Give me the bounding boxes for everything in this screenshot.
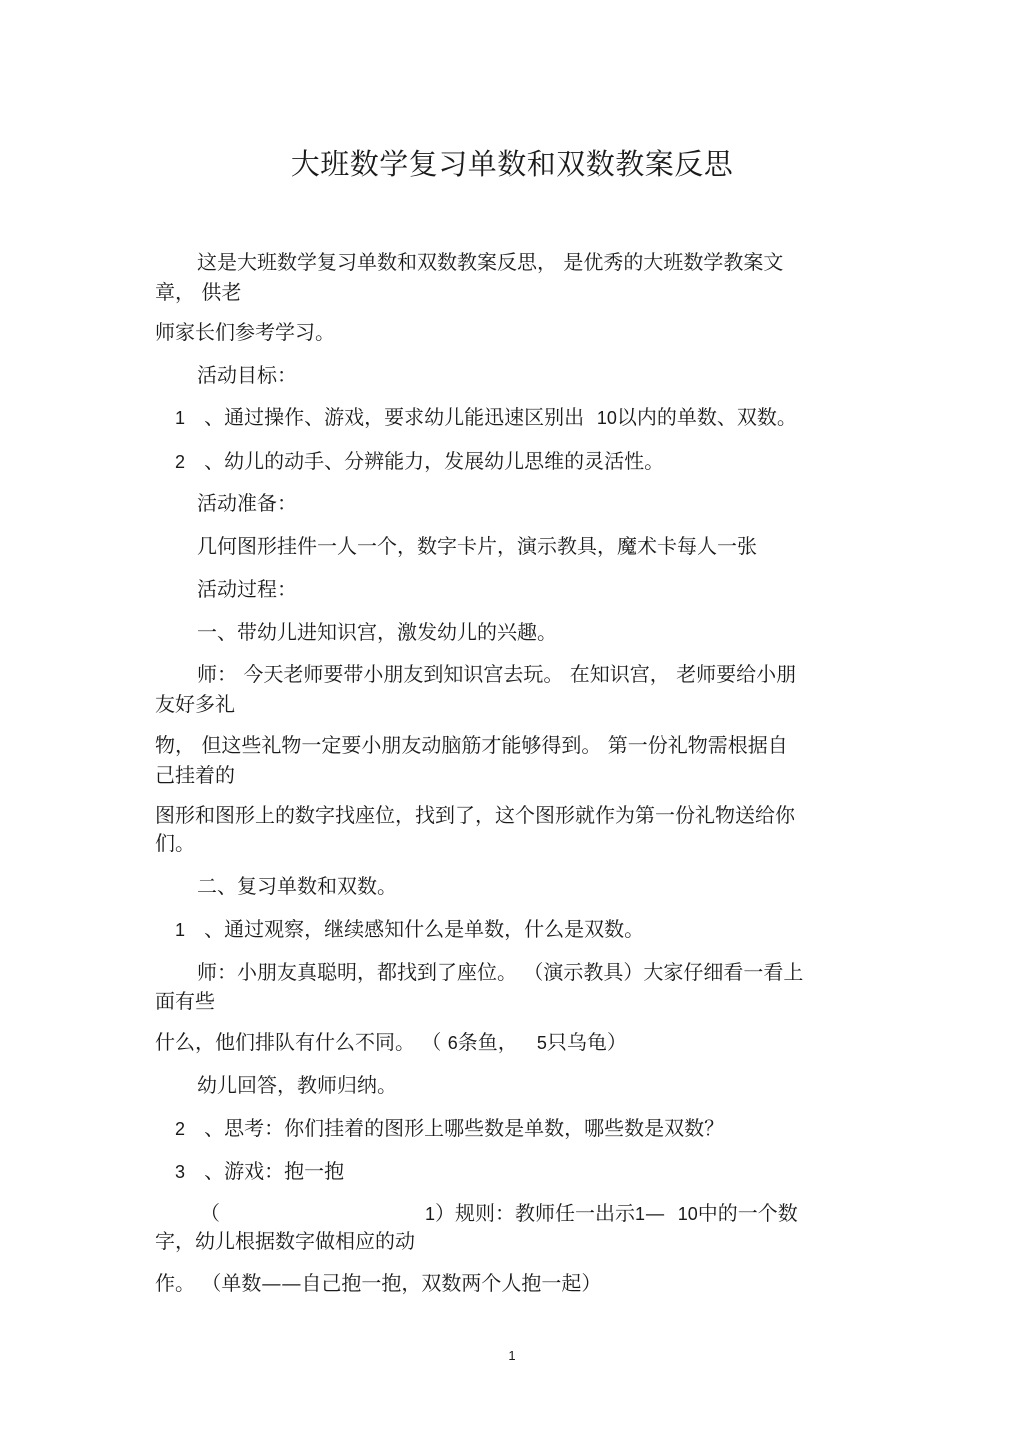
paragraph-teacher-line-2: 友好多礼 bbox=[155, 692, 235, 716]
step-text: 、通过观察，继续感知什么是单数，什么是双数。 bbox=[204, 917, 645, 941]
number-six: 6 bbox=[447, 1033, 458, 1053]
objective-item-2 bbox=[175, 449, 664, 474]
paragraph-observe-line-2: 面有些 bbox=[155, 989, 215, 1013]
section-heading-preparation: 活动准备： bbox=[197, 491, 297, 515]
objective-text: 、通过操作、游戏，要求幼儿能迅速区别出 bbox=[204, 405, 585, 429]
paragraph-observe-line-3 bbox=[155, 1030, 627, 1055]
rule-open-paren: （ bbox=[200, 1201, 220, 1225]
step-text: 、游戏：抱一抱 bbox=[204, 1159, 345, 1183]
rule-line-2: 字，幼儿根据数字做相应的动 bbox=[155, 1229, 415, 1253]
paragraph-teacher-line-3: 物， 但这些礼物一定要小朋友动脑筋才能够得到。 第一份礼物需根据自 bbox=[155, 733, 788, 757]
range-end: 10 bbox=[677, 1204, 698, 1224]
step-2-item-2 bbox=[175, 1116, 724, 1141]
paragraph-observe-line-1: 师：小朋友真聪明，都找到了座位。 （演示教具）大家仔细看一看上 bbox=[197, 960, 804, 984]
rule-line-1 bbox=[200, 1201, 798, 1226]
objective-text-tail: 以内的单数、双数。 bbox=[616, 405, 797, 429]
number-ten: 10 bbox=[596, 408, 617, 428]
objective-item-1 bbox=[175, 405, 797, 430]
preparation-text: 几何图形挂件一人一个，数字卡片，演示教具，魔术卡每人一张 bbox=[197, 534, 757, 558]
step-2-item-1 bbox=[175, 917, 644, 942]
process-step-2-heading: 二、复习单数和双数。 bbox=[197, 874, 397, 898]
paragraph-teacher-line-5: 图形和图形上的数字找座位，找到了，这个图形就作为第一份礼物送给你 bbox=[155, 803, 795, 827]
paragraph-answer: 幼儿回答，教师归纳。 bbox=[197, 1073, 397, 1097]
list-number: 1 bbox=[175, 920, 186, 940]
page-number: 1 bbox=[508, 1348, 516, 1363]
observe-text: 什么，他们排队有什么不同。 （ bbox=[155, 1030, 442, 1054]
range-dash: — bbox=[645, 1201, 666, 1225]
paragraph-intro-line-2: 章， 供老 bbox=[155, 280, 242, 304]
document-title: 大班数学复习单数和双数教案反思 bbox=[290, 147, 734, 181]
section-heading-objectives: 活动目标： bbox=[197, 363, 297, 387]
process-step-1-heading: 一、带幼儿进知识宫，激发幼儿的兴趣。 bbox=[197, 620, 557, 644]
rule-number: 1 bbox=[425, 1204, 436, 1224]
rule-line-3: 作。 （单数——自己抱一抱，双数两个人抱一起） bbox=[155, 1271, 602, 1295]
objective-text: 、幼儿的动手、分辨能力，发展幼儿思维的灵活性。 bbox=[204, 449, 665, 473]
paragraph-teacher-line-4: 己挂着的 bbox=[155, 763, 235, 787]
range-start: 1 bbox=[635, 1204, 646, 1224]
paragraph-intro-line-3: 师家长们参考学习。 bbox=[155, 320, 335, 344]
section-heading-process: 活动过程： bbox=[197, 577, 297, 601]
step-2-item-3 bbox=[175, 1159, 344, 1184]
paragraph-intro-line-1: 这是大班数学复习单数和双数教案反思， 是优秀的大班数学教案文 bbox=[197, 250, 784, 274]
paragraph-teacher-line-6: 们。 bbox=[155, 831, 195, 855]
rule-text: ）规则：教师任一出示 bbox=[435, 1201, 636, 1225]
list-number: 2 bbox=[175, 1119, 186, 1139]
observe-text-fish: 条鱼， bbox=[457, 1030, 518, 1054]
observe-text-turtle: 只乌龟） bbox=[546, 1030, 627, 1054]
paragraph-teacher-line-1: 师： 今天老师要带小朋友到知识宫去玩。 在知识宫， 老师要给小朋 bbox=[197, 662, 797, 686]
list-number: 1 bbox=[175, 408, 186, 428]
list-number: 2 bbox=[175, 452, 186, 472]
step-text: 、思考：你们挂着的图形上哪些数是单数，哪些数是双数？ bbox=[204, 1116, 725, 1140]
list-number: 3 bbox=[175, 1162, 186, 1182]
number-five: 5 bbox=[536, 1033, 547, 1053]
rule-text-tail: 中的一个数 bbox=[697, 1201, 798, 1225]
